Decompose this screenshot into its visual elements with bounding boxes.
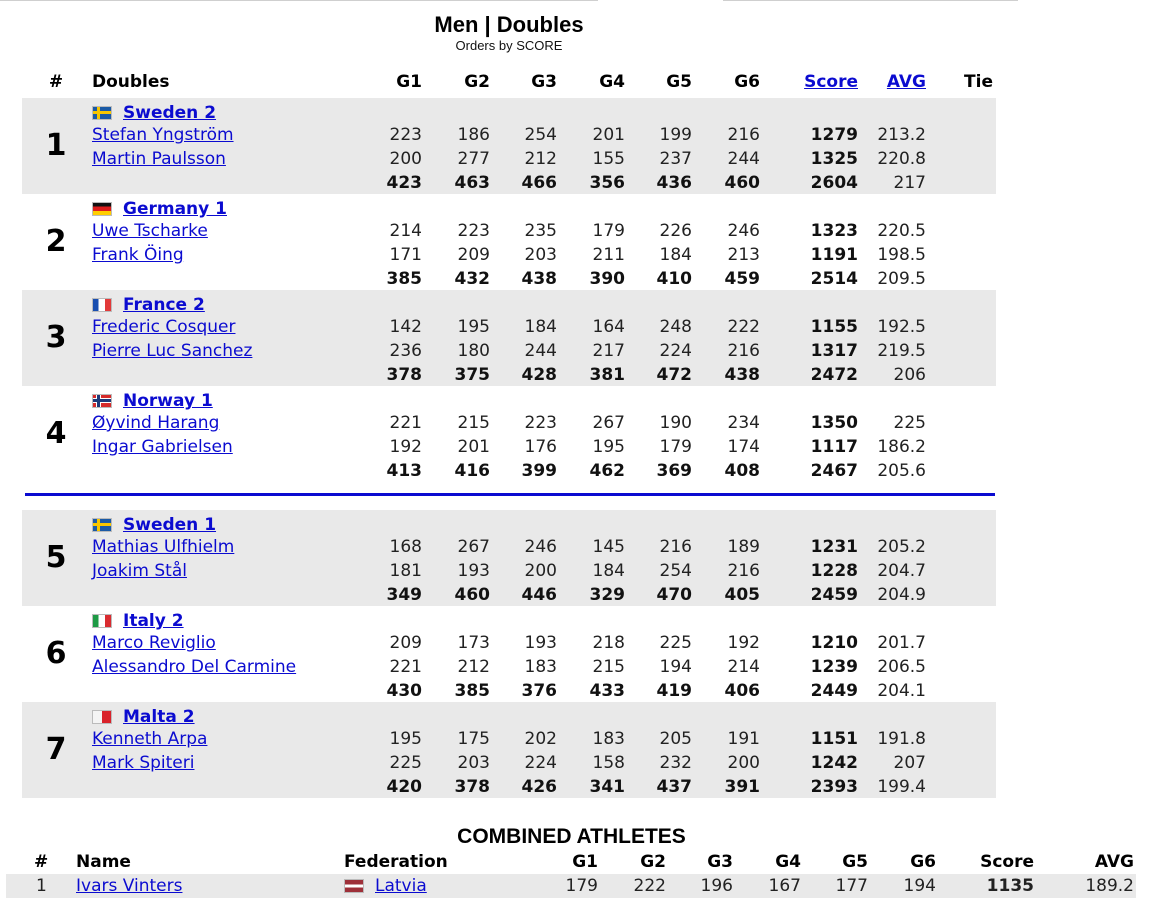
player-total-score: 1323 — [810, 221, 858, 241]
player-link[interactable]: Mark Spiteri — [92, 753, 195, 773]
player-game-score: 216 — [727, 561, 760, 581]
team-game-total: 385 — [386, 269, 422, 289]
team-game-total: 416 — [454, 461, 490, 481]
player-link[interactable]: Kenneth Arpa — [92, 729, 208, 749]
player-game-score: 209 — [389, 633, 422, 653]
team-rank: 2 — [45, 224, 67, 259]
player-game-score: 277 — [457, 149, 490, 169]
header-g3: G3 — [531, 72, 557, 92]
combined-header-score: Score — [980, 852, 1034, 872]
player-total-score: 1279 — [810, 125, 858, 145]
player-game-score: 176 — [524, 437, 557, 457]
player-game-score: 200 — [727, 753, 760, 773]
player-average: 225 — [893, 413, 926, 433]
team-game-total: 391 — [724, 777, 760, 797]
team-rank: 5 — [45, 540, 67, 575]
combined-g1: 179 — [565, 876, 598, 896]
player-game-score: 195 — [592, 437, 625, 457]
player-game-score: 155 — [592, 149, 625, 169]
team-link[interactable]: Sweden 1 — [123, 515, 217, 535]
combined-score: 1135 — [986, 876, 1034, 896]
malta-flag-icon — [92, 710, 112, 724]
header-g4: G4 — [599, 72, 625, 92]
team-total-score: 2467 — [810, 461, 858, 481]
player-game-score: 191 — [727, 729, 760, 749]
player-average: 204.7 — [877, 561, 926, 581]
player-game-score: 221 — [389, 413, 422, 433]
player-average: 219.5 — [877, 341, 926, 361]
player-game-score: 183 — [592, 729, 625, 749]
player-game-score: 254 — [524, 125, 557, 145]
player-game-score: 181 — [389, 561, 422, 581]
combined-g4: 167 — [768, 876, 801, 896]
player-total-score: 1117 — [810, 437, 858, 457]
player-game-score: 184 — [659, 245, 692, 265]
header-rank: # — [48, 72, 64, 92]
player-game-score: 183 — [524, 657, 557, 677]
top-border-left — [0, 0, 598, 1]
combined-header-g5: G5 — [842, 852, 868, 872]
combined-athletes-title: COMBINED ATHLETES — [457, 825, 686, 848]
player-game-score: 184 — [592, 561, 625, 581]
team-rank: 6 — [45, 636, 67, 671]
player-game-score: 248 — [659, 317, 692, 337]
team-rank: 7 — [45, 732, 67, 767]
player-link[interactable]: Alessandro Del Carmine — [92, 657, 297, 677]
header-score-sort-link[interactable] — [780, 72, 858, 92]
avg-sort-link-text[interactable]: AVG — [886, 72, 926, 92]
team-game-total: 460 — [454, 585, 490, 605]
player-game-score: 215 — [457, 413, 490, 433]
player-game-score: 175 — [457, 729, 490, 749]
player-game-score: 267 — [592, 413, 625, 433]
player-game-score: 226 — [659, 221, 692, 241]
combined-header-g1: G1 — [572, 852, 598, 872]
player-game-score: 173 — [457, 633, 490, 653]
player-game-score: 190 — [659, 413, 692, 433]
player-game-score: 234 — [727, 413, 760, 433]
combined-g3: 196 — [700, 876, 733, 896]
player-game-score: 232 — [659, 753, 692, 773]
player-game-score: 211 — [592, 245, 625, 265]
combined-header-name: Name — [76, 852, 131, 872]
player-game-score: 201 — [592, 125, 625, 145]
team-game-total: 466 — [521, 173, 557, 193]
player-game-score: 214 — [389, 221, 422, 241]
player-game-score: 267 — [457, 537, 490, 557]
player-game-score: 222 — [727, 317, 760, 337]
player-game-score: 217 — [592, 341, 625, 361]
combined-header-g2: G2 — [640, 852, 666, 872]
team-name-row — [92, 514, 216, 536]
player-game-score: 199 — [659, 125, 692, 145]
team-name-row — [92, 198, 227, 220]
team-link[interactable]: Sweden 2 — [123, 103, 217, 123]
player-total-score: 1242 — [810, 753, 858, 773]
player-game-score: 223 — [524, 413, 557, 433]
team-game-total: 356 — [589, 173, 625, 193]
latvia-flag-icon — [344, 879, 364, 893]
team-game-total: 406 — [724, 681, 760, 701]
header-g2: G2 — [464, 72, 490, 92]
player-game-score: 193 — [457, 561, 490, 581]
team-rank: 1 — [45, 128, 67, 163]
player-game-score: 186 — [457, 125, 490, 145]
player-average: 207 — [893, 753, 926, 773]
player-game-score: 171 — [389, 245, 422, 265]
team-game-total: 375 — [454, 365, 490, 385]
player-game-score: 200 — [524, 561, 557, 581]
player-game-score: 244 — [524, 341, 557, 361]
player-game-score: 201 — [457, 437, 490, 457]
player-link[interactable]: Uwe Tscharke — [92, 221, 208, 241]
combined-federation-link[interactable]: Latvia — [375, 876, 427, 896]
combined-header-federation: Federation — [344, 852, 448, 872]
player-game-score: 209 — [457, 245, 490, 265]
player-game-score: 200 — [389, 149, 422, 169]
team-game-total: 399 — [521, 461, 557, 481]
team-game-total: 436 — [656, 173, 692, 193]
player-game-score: 225 — [659, 633, 692, 653]
team-name-row — [92, 102, 216, 124]
team-link[interactable]: Malta 2 — [123, 707, 195, 727]
team-game-total: 470 — [656, 585, 692, 605]
player-average: 192.5 — [877, 317, 926, 337]
team-rank: 4 — [45, 416, 67, 451]
player-game-score: 194 — [659, 657, 692, 677]
player-game-score: 225 — [389, 753, 422, 773]
player-game-score: 237 — [659, 149, 692, 169]
team-average: 204.1 — [877, 681, 926, 701]
combined-header-g3: G3 — [707, 852, 733, 872]
player-game-score: 216 — [727, 341, 760, 361]
team-game-total: 413 — [386, 461, 422, 481]
player-link[interactable]: Stefan Yngström — [92, 125, 234, 145]
france-flag-icon — [92, 298, 112, 312]
team-rank: 3 — [45, 320, 67, 355]
player-game-score: 203 — [524, 245, 557, 265]
combined-athlete-link[interactable]: Ivars Vinters — [76, 876, 183, 896]
italy-flag-icon — [92, 614, 112, 628]
sweden-flag-icon — [92, 518, 112, 532]
combined-g6: 194 — [903, 876, 936, 896]
player-game-score: 214 — [727, 657, 760, 677]
combined-avg: 189.2 — [1085, 876, 1134, 896]
player-game-score: 192 — [389, 437, 422, 457]
player-average: 191.8 — [877, 729, 926, 749]
player-game-score: 224 — [524, 753, 557, 773]
team-average: 209.5 — [877, 269, 926, 289]
player-total-score: 1228 — [810, 561, 858, 581]
team-total-score: 2514 — [810, 269, 858, 289]
player-total-score: 1239 — [810, 657, 858, 677]
team-game-total: 385 — [454, 681, 490, 701]
player-game-score: 244 — [727, 149, 760, 169]
team-game-total: 463 — [454, 173, 490, 193]
sweden-flag-icon — [92, 106, 112, 120]
combined-row-rank: 1 — [36, 876, 47, 896]
player-game-score: 212 — [524, 149, 557, 169]
team-game-total: 430 — [386, 681, 422, 701]
header-avg-sort-link[interactable] — [860, 72, 926, 92]
player-game-score: 216 — [659, 537, 692, 557]
player-link[interactable]: Øyvind Harang — [92, 413, 220, 433]
germany-flag-icon — [92, 202, 112, 216]
player-average: 201.7 — [877, 633, 926, 653]
team-name-row — [92, 706, 195, 728]
qualification-divider — [25, 493, 995, 496]
player-game-score: 235 — [524, 221, 557, 241]
team-average: 199.4 — [877, 777, 926, 797]
player-average: 220.8 — [877, 149, 926, 169]
player-total-score: 1151 — [810, 729, 858, 749]
team-game-total: 405 — [724, 585, 760, 605]
team-game-total: 437 — [656, 777, 692, 797]
player-game-score: 216 — [727, 125, 760, 145]
team-link[interactable]: France 2 — [123, 295, 205, 315]
player-game-score: 195 — [457, 317, 490, 337]
player-game-score: 221 — [389, 657, 422, 677]
header-g1: G1 — [396, 72, 422, 92]
player-game-score: 179 — [592, 221, 625, 241]
team-game-total: 432 — [454, 269, 490, 289]
team-game-total: 433 — [589, 681, 625, 701]
player-game-score: 223 — [389, 125, 422, 145]
score-sort-link-text[interactable]: Score — [804, 72, 858, 92]
team-game-total: 381 — [589, 365, 625, 385]
team-game-total: 426 — [521, 777, 557, 797]
player-game-score: 236 — [389, 341, 422, 361]
player-game-score: 192 — [727, 633, 760, 653]
player-average: 198.5 — [877, 245, 926, 265]
team-name-row — [92, 294, 205, 316]
team-name-row — [92, 390, 213, 412]
team-game-total: 410 — [656, 269, 692, 289]
player-average: 220.5 — [877, 221, 926, 241]
player-game-score: 158 — [592, 753, 625, 773]
team-game-total: 428 — [521, 365, 557, 385]
team-game-total: 419 — [656, 681, 692, 701]
team-game-total: 438 — [521, 269, 557, 289]
team-link[interactable]: Italy 2 — [123, 611, 184, 631]
combined-header-g6: G6 — [910, 852, 936, 872]
player-game-score: 195 — [389, 729, 422, 749]
player-average: 186.2 — [877, 437, 926, 457]
player-average: 206.5 — [877, 657, 926, 677]
team-total-score: 2449 — [810, 681, 858, 701]
team-game-total: 438 — [724, 365, 760, 385]
combined-g2: 222 — [633, 876, 666, 896]
team-game-total: 408 — [724, 461, 760, 481]
player-link[interactable]: Pierre Luc Sanchez — [92, 341, 253, 361]
team-total-score: 2393 — [810, 777, 858, 797]
player-link[interactable]: Joakim Stål — [92, 561, 187, 581]
player-game-score: 246 — [727, 221, 760, 241]
team-game-total: 460 — [724, 173, 760, 193]
player-total-score: 1325 — [810, 149, 858, 169]
page-title: Men | Doubles — [434, 12, 584, 37]
player-game-score: 205 — [659, 729, 692, 749]
team-game-total: 376 — [521, 681, 557, 701]
player-link[interactable]: Martin Paulsson — [92, 149, 226, 169]
player-game-score: 224 — [659, 341, 692, 361]
team-game-total: 369 — [656, 461, 692, 481]
team-link[interactable]: Germany 1 — [123, 199, 227, 219]
player-link[interactable]: Marco Reviglio — [92, 633, 216, 653]
player-total-score: 1317 — [810, 341, 858, 361]
player-link[interactable]: Frederic Cosquer — [92, 317, 236, 337]
player-game-score: 213 — [727, 245, 760, 265]
combined-g5: 177 — [835, 876, 868, 896]
player-game-score: 142 — [389, 317, 422, 337]
combined-header-rank: # — [34, 852, 49, 872]
player-game-score: 145 — [592, 537, 625, 557]
player-total-score: 1210 — [810, 633, 858, 653]
team-game-total: 420 — [386, 777, 422, 797]
combined-header-avg: AVG — [1094, 852, 1134, 872]
team-total-score: 2472 — [810, 365, 858, 385]
team-game-total: 349 — [386, 585, 422, 605]
player-game-score: 193 — [524, 633, 557, 653]
player-game-score: 223 — [457, 221, 490, 241]
header-doubles: Doubles — [92, 72, 170, 92]
player-link[interactable]: Ingar Gabrielsen — [92, 437, 233, 457]
norway-flag-icon — [92, 394, 112, 408]
player-total-score: 1231 — [810, 537, 858, 557]
player-total-score: 1350 — [810, 413, 858, 433]
team-average: 204.9 — [877, 585, 926, 605]
player-game-score: 189 — [727, 537, 760, 557]
header-g5: G5 — [666, 72, 692, 92]
player-game-score: 212 — [457, 657, 490, 677]
player-average: 205.2 — [877, 537, 926, 557]
player-average: 213.2 — [877, 125, 926, 145]
player-game-score: 218 — [592, 633, 625, 653]
team-game-total: 378 — [454, 777, 490, 797]
player-game-score: 168 — [389, 537, 422, 557]
team-game-total: 341 — [589, 777, 625, 797]
page-subtitle: Orders by SCORE — [455, 38, 563, 53]
player-game-score: 254 — [659, 561, 692, 581]
team-average: 206 — [893, 365, 926, 385]
player-game-score: 179 — [659, 437, 692, 457]
player-game-score: 246 — [524, 537, 557, 557]
team-name-row — [92, 610, 184, 632]
team-game-total: 390 — [589, 269, 625, 289]
header-tie: Tie — [964, 72, 993, 92]
header-g6: G6 — [734, 72, 760, 92]
team-game-total: 462 — [589, 461, 625, 481]
team-average: 205.6 — [877, 461, 926, 481]
player-game-score: 202 — [524, 729, 557, 749]
player-total-score: 1191 — [810, 245, 858, 265]
team-game-total: 446 — [521, 585, 557, 605]
team-average: 217 — [893, 173, 926, 193]
team-game-total: 378 — [386, 365, 422, 385]
team-total-score: 2604 — [810, 173, 858, 193]
team-link[interactable]: Norway 1 — [123, 391, 213, 411]
player-total-score: 1155 — [810, 317, 858, 337]
team-game-total: 459 — [724, 269, 760, 289]
player-game-score: 184 — [524, 317, 557, 337]
player-game-score: 203 — [457, 753, 490, 773]
player-game-score: 180 — [457, 341, 490, 361]
top-border-right — [723, 0, 1018, 1]
combined-header-g4: G4 — [775, 852, 801, 872]
player-game-score: 215 — [592, 657, 625, 677]
team-game-total: 423 — [386, 173, 422, 193]
player-link[interactable]: Frank Öing — [92, 245, 184, 265]
player-game-score: 164 — [592, 317, 625, 337]
player-game-score: 174 — [727, 437, 760, 457]
team-game-total: 472 — [656, 365, 692, 385]
player-link[interactable]: Mathias Ulfhielm — [92, 537, 235, 557]
team-total-score: 2459 — [810, 585, 858, 605]
team-game-total: 329 — [589, 585, 625, 605]
